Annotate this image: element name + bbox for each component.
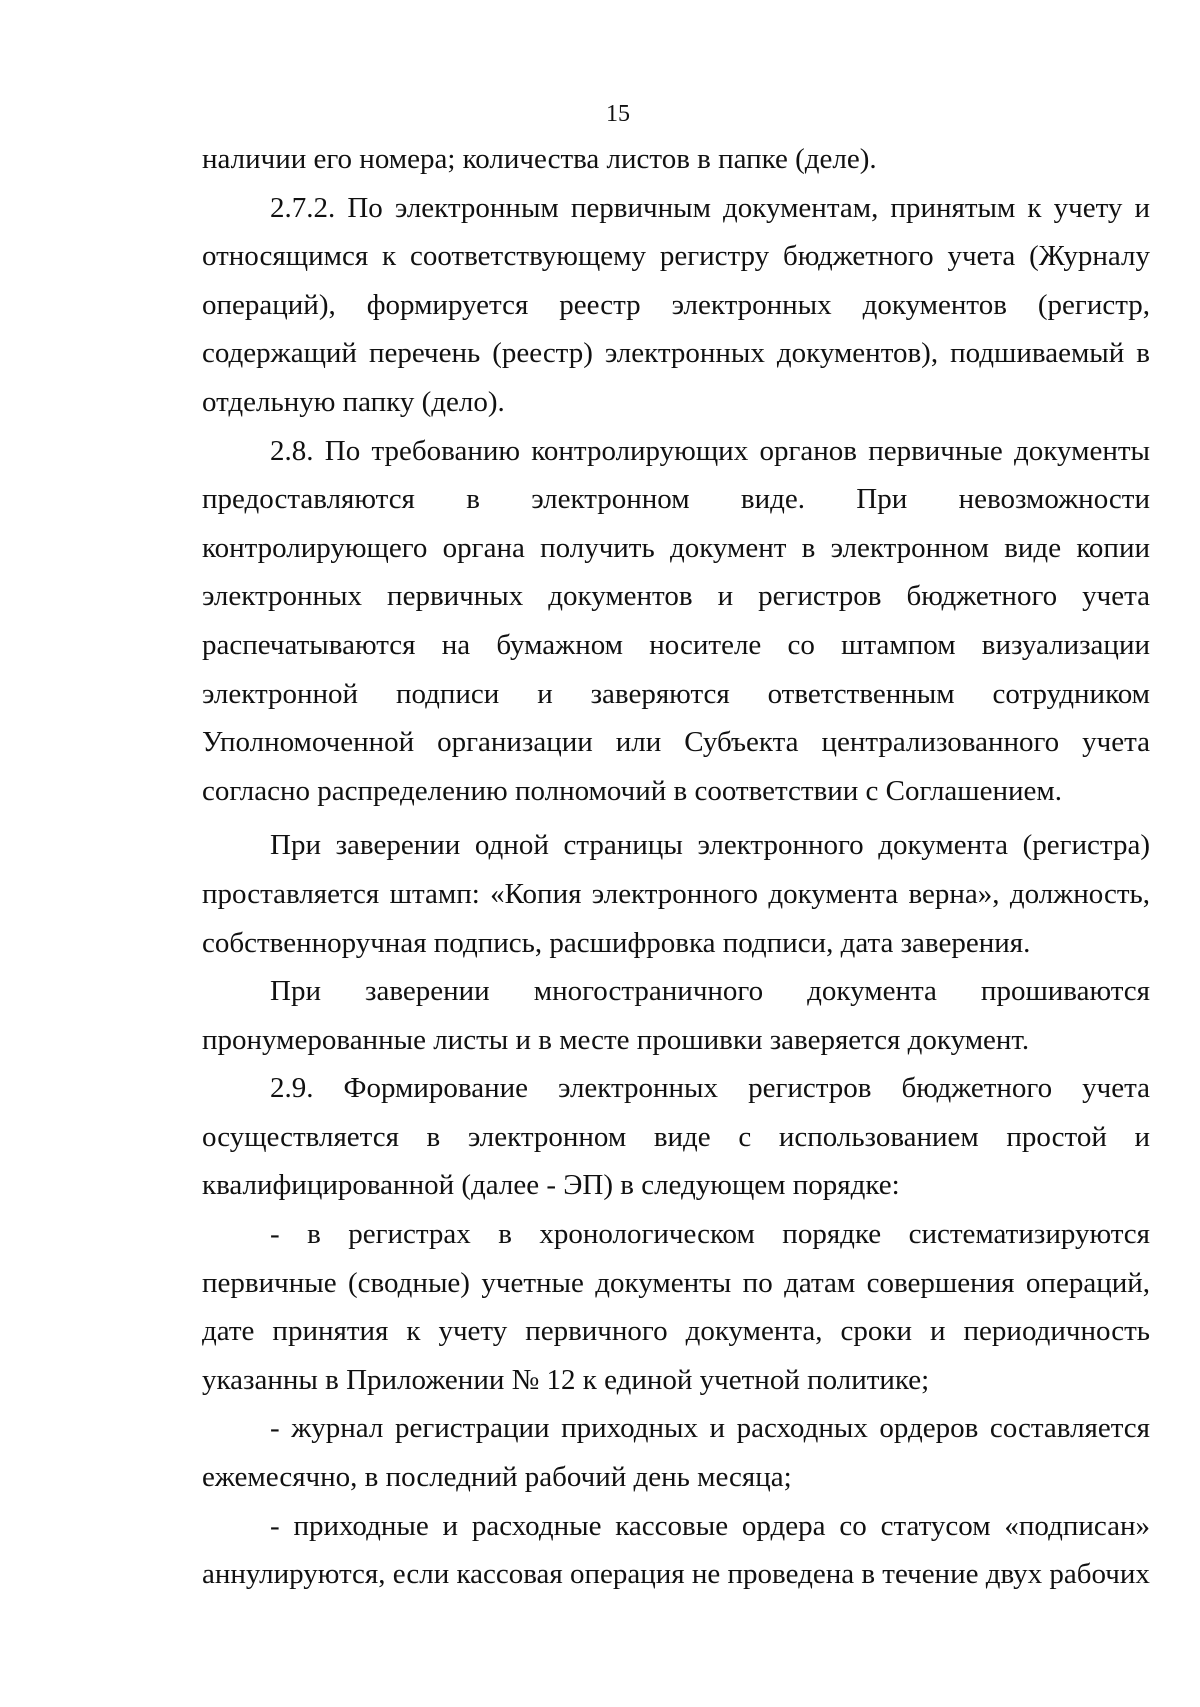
document-body — [202, 135, 1150, 1599]
paragraph-2-9: 2.9. Формирование электронных регистров бюджетного учета осуществляется в электронном виде с использованием простой и квалифицированной (далее - ЭП) в следующем порядке: — [202, 1072, 1150, 1202]
paragraph-continuation: наличии его номера; количества листов в папке (деле). — [202, 143, 877, 175]
list-item-registers-chronology: - в регистрах в хронологическом порядке систематизируются первичные (сводные) учетные документы по датам совершения операций, дате принятия к учету первичного документа, сроки и периодичность указанны в Приложении № 12 к единой учетной политике; — [202, 1218, 1150, 1396]
list-item-order-journal: - журнал регистрации приходных и расходных ордеров составляется ежемесячно, в последний рабочий день месяца; — [202, 1412, 1150, 1494]
paragraph-2-7-2: 2.7.2. По электронным первичным документам, принятым к учету и относящимся к соответствующему регистру бюджетного учета (Журналу операций), формируется реестр электронных документов (регистр, содержащий перечень (реестр) электронных документов), подшиваемый в отдельную папку (дело). — [202, 191, 1150, 418]
paragraph-multipage-certification: При заверении многостраничного документа прошиваются пронумерованные листы и в месте прошивки заверяется документ. — [202, 975, 1150, 1056]
list-item-cash-orders-annulment: - приходные и расходные кассовые ордера со статусом «подписан» аннулируются, если кассовая операция не проведена в течение двух рабочих — [202, 1509, 1150, 1591]
paragraph-2-8: 2.8. По требованию контролирующих органов первичные документы предоставляются в электронном виде. При невозможности контролирующего органа получить документ в электронном виде копии электронных первичных документов и регистров бюджетного учета распечатываются на бумажном носителе со штампом визуализации электронной подписи и заверяются ответственным сотрудником Уполномоченной организации или Субъекта централизованного учета согласно распределению полномочий в соответствии с Соглашением. — [202, 434, 1150, 807]
paragraph-single-page-certification: При заверении одной страницы электронного документа (регистра) проставляется штамп: «Копия электронного документа верна», должность, собственноручная подпись, расшифровка подписи, дата заверения. — [202, 829, 1150, 959]
page-number: 15 — [606, 101, 630, 127]
